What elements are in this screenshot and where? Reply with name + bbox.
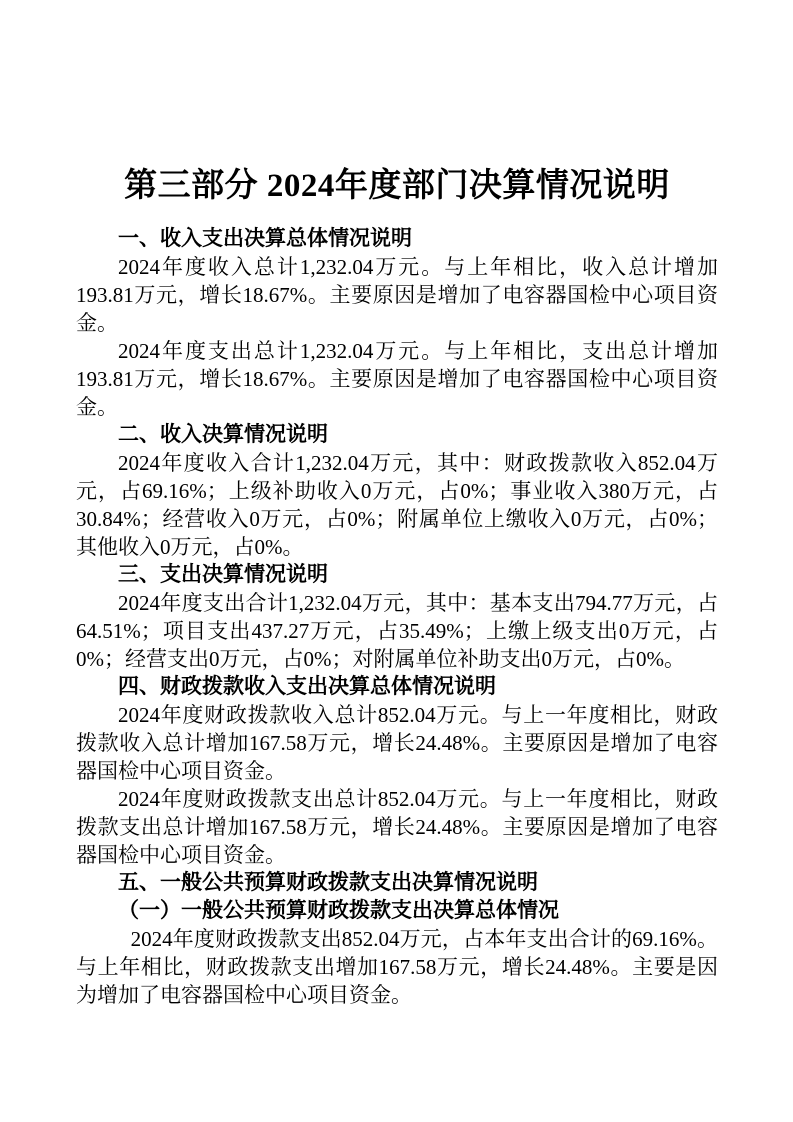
section-5-subsection-1-heading: （一）一般公共预算财政拨款支出决算总体情况	[118, 899, 559, 922]
section-3-heading: 三、支出决算情况说明	[118, 563, 328, 586]
section-1-paragraph-1: 2024年度收入总计1,232.04万元。与上年相比，收入总计增加193.81万元，增长18.67%。主要原因是增加了电容器国检中心项目资金。	[76, 255, 718, 335]
section-4-paragraph-2: 2024年度财政拨款支出总计852.04万元。与上一年度相比，财政拨款支出总计增加167.58万元，增长24.48%。主要原因是增加了电容器国检中心项目资金。	[76, 787, 718, 867]
section-5-heading: 五、一般公共预算财政拨款支出决算情况说明	[118, 871, 538, 894]
section-3-paragraph-1: 2024年度支出合计1,232.04万元，其中：基本支出794.77万元，占64.51%；项目支出437.27万元，占35.49%；上缴上级支出0万元，占0%；经营支出0万元，占0%；对附属单位补助支出0万元，占0%。	[76, 591, 718, 671]
section-4-heading: 四、财政拨款收入支出决算总体情况说明	[118, 675, 496, 698]
section-1-heading: 一、收入支出决算总体情况说明	[118, 227, 412, 250]
section-2-paragraph-1: 2024年度收入合计1,232.04万元，其中：财政拨款收入852.04万元，占69.16%；上级补助收入0万元，占0%；事业收入380万元，占30.84%；经营收入0万元，占0%；附属单位上缴收入0万元，占0%；其他收入0万元，占0%。	[76, 451, 718, 559]
section-5-subsection-1-paragraph-1: 2024年度财政拨款支出852.04万元，占本年支出合计的69.16%。与上年相比，财政拨款支出增加167.58万元，增长24.48%。主要是因为增加了电容器国检中心项目资金。	[76, 927, 718, 1007]
section-2-heading: 二、收入决算情况说明	[118, 423, 328, 446]
section-4-paragraph-1: 2024年度财政拨款收入总计852.04万元。与上一年度相比，财政拨款收入总计增加167.58万元，增长24.48%。主要原因是增加了电容器国检中心项目资金。	[76, 703, 718, 783]
section-1-paragraph-2: 2024年度支出总计1,232.04万元。与上年相比，支出总计增加193.81万元，增长18.67%。主要原因是增加了电容器国检中心项目资金。	[76, 339, 718, 419]
page-title: 第三部分 2024年度部门决算情况说明	[124, 168, 670, 204]
